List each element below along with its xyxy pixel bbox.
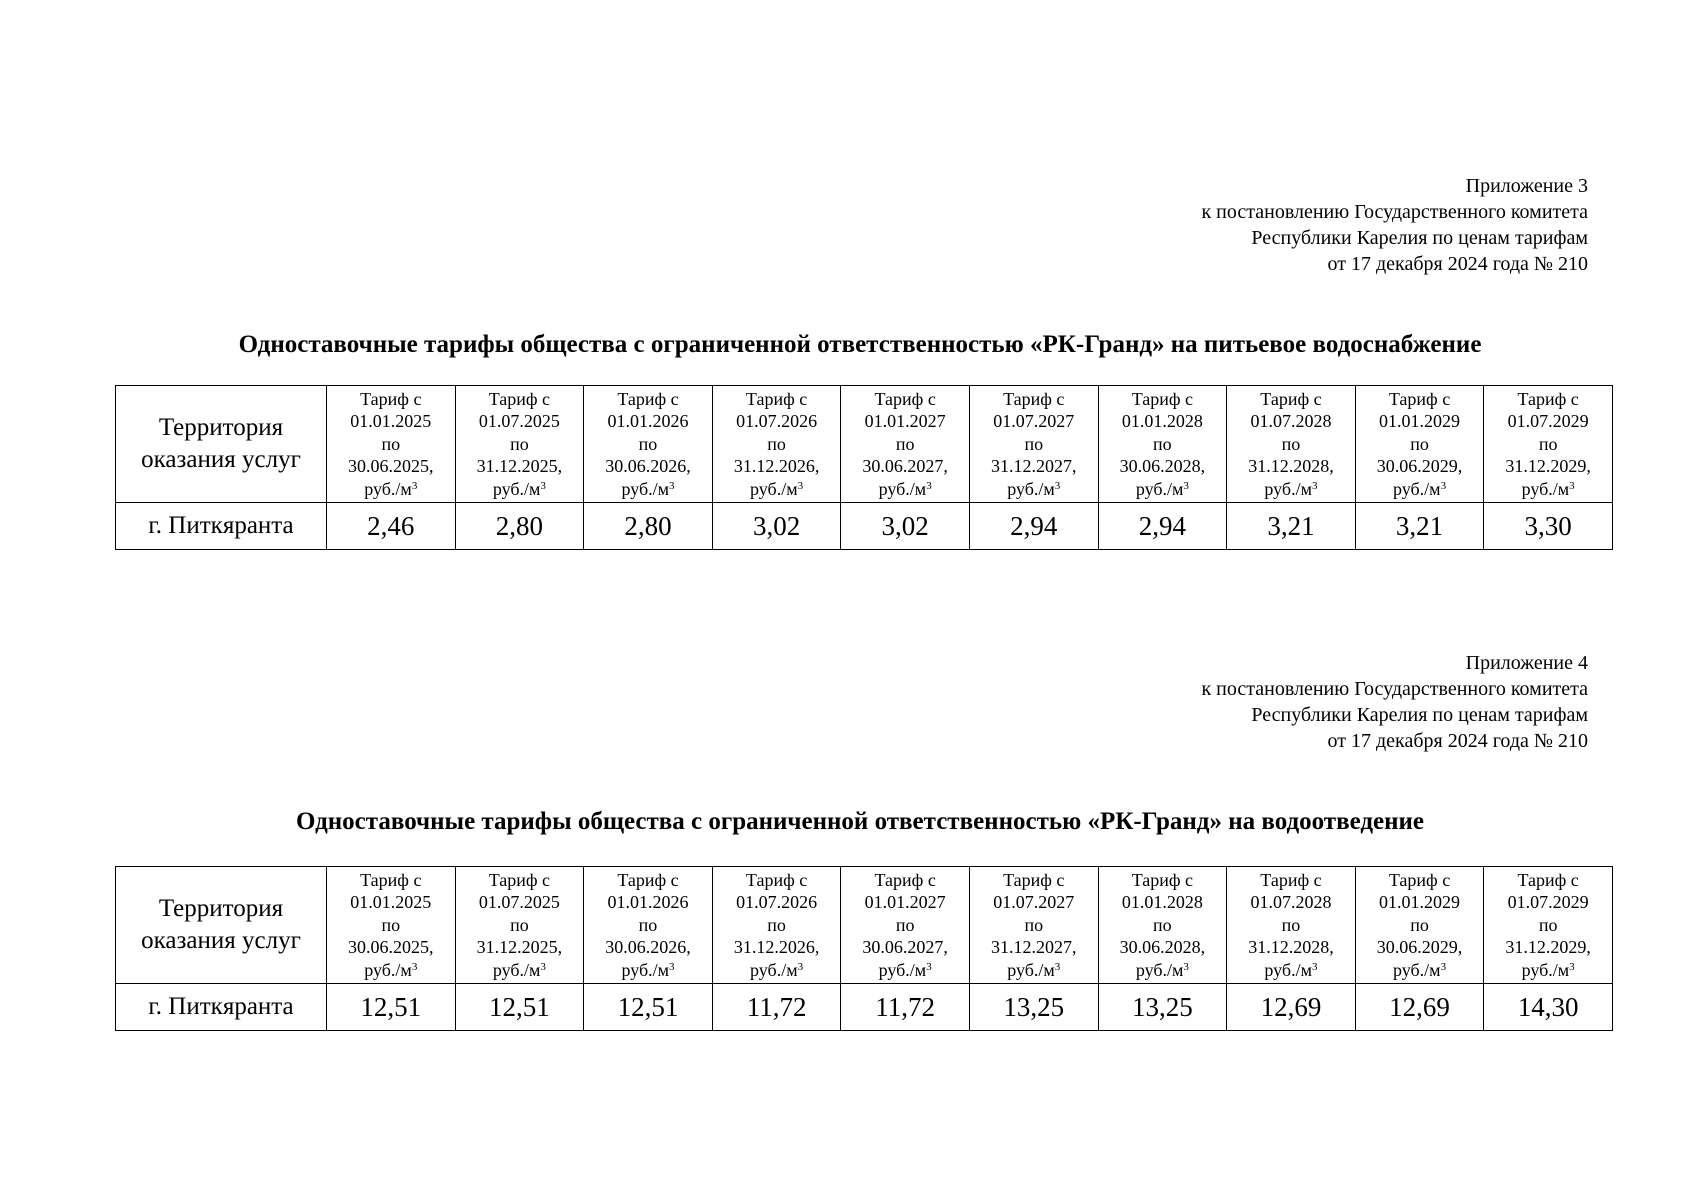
unit-text: руб./м [364, 959, 412, 980]
tariff-value-cell: 11,72 [712, 984, 841, 1031]
tariff-value-cell: 3,02 [841, 503, 970, 550]
sewerage-title: Одноставочные тарифы общества с ограниченной ответственностью «РК-Гранд» на водоотведение [296, 808, 1424, 835]
tariff-value-cell: 2,80 [584, 503, 713, 550]
tariff-value-cell: 2,46 [327, 503, 456, 550]
unit-label [584, 478, 712, 501]
header-text: Территория [158, 895, 284, 922]
water-supply-tariff-table [115, 385, 1613, 550]
unit-text: руб./м [750, 478, 798, 499]
header-text: по [895, 433, 915, 454]
header-text: 01.01.2026 [607, 892, 689, 913]
table-header-row [116, 867, 1613, 984]
unit-text: руб./м [1135, 478, 1184, 499]
unit-label [327, 959, 455, 982]
header-text: по [1024, 914, 1044, 935]
header-text: Тариф с [617, 388, 679, 409]
unit-label [713, 959, 841, 982]
header-text: по [510, 914, 529, 935]
header-text: по [1538, 433, 1558, 454]
tariff-value-cell: 2,94 [969, 503, 1098, 550]
tariff-value-cell: 14,30 [1484, 984, 1613, 1031]
appendix-reference-line: Республики Карелия по ценам тарифам [1251, 704, 1588, 726]
period-column-header [327, 386, 456, 503]
unit-text: руб./м [621, 959, 670, 980]
unit-label [1227, 478, 1355, 501]
unit-superscript: 3 [1183, 479, 1189, 492]
header-text: 01.07.2026 [736, 411, 818, 432]
header-text: по [1024, 433, 1044, 454]
header-text: 01.07.2029 [1507, 892, 1589, 913]
period-column-header [1484, 386, 1613, 503]
unit-text: руб./м [1007, 959, 1055, 980]
header-text: Тариф с [1517, 869, 1579, 890]
header-text: Тариф с [1003, 869, 1065, 890]
header-text: Тариф с [745, 869, 808, 890]
period-column-header [584, 386, 713, 503]
tariff-value-cell: 12,51 [584, 984, 713, 1031]
header-text: Тариф с [1260, 388, 1322, 409]
header-text: 30.06.2026, [605, 456, 691, 477]
header-text: 31.12.2025, [476, 937, 563, 958]
header-text: 01.07.2027 [993, 411, 1075, 432]
header-text: 30.06.2027, [862, 456, 948, 477]
unit-superscript: 3 [926, 960, 932, 973]
unit-superscript: 3 [1440, 960, 1447, 973]
unit-label [841, 959, 969, 982]
period-column-header [841, 386, 970, 503]
unit-superscript: 3 [1054, 960, 1061, 973]
header-text: по [767, 914, 786, 935]
header-text: по [638, 433, 658, 454]
water-supply-title: Одноставочные тарифы общества с ограниченной ответственностью «РК-Гранд» на питьевое водоснабжение [238, 331, 1482, 358]
header-text: 31.12.2029, [1505, 456, 1591, 477]
unit-label [1484, 478, 1612, 501]
header-text: 01.07.2026 [736, 892, 818, 913]
period-column-header [1355, 867, 1484, 984]
header-text: 31.12.2026, [733, 456, 820, 477]
period-column-header [584, 867, 713, 984]
header-text: 01.01.2027 [864, 411, 946, 432]
header-text: Тариф с [1260, 869, 1322, 890]
header-text: Тариф с [360, 388, 422, 409]
header-text: Тариф с [1003, 388, 1065, 409]
header-text: по [895, 914, 915, 935]
tariff-value-cell: 13,25 [969, 984, 1098, 1031]
unit-superscript: 3 [411, 479, 418, 492]
header-text: Тариф с [1388, 388, 1451, 409]
unit-superscript: 3 [797, 479, 804, 492]
header-text: Тариф с [488, 388, 551, 409]
header-text: 01.07.2028 [1250, 411, 1332, 432]
period-column-header [1484, 867, 1613, 984]
tariff-value-cell: 3,21 [1355, 503, 1484, 550]
tariff-value-cell: 3,21 [1227, 503, 1356, 550]
unit-text: руб./м [492, 959, 541, 980]
period-column-header [1355, 386, 1484, 503]
header-text: 30.06.2028, [1119, 456, 1206, 477]
header-text: 01.01.2025 [350, 892, 432, 913]
header-text: 01.07.2029 [1507, 411, 1589, 432]
unit-label [1227, 959, 1355, 982]
appendix-number: Приложение 4 [1465, 652, 1588, 674]
header-text: 30.06.2029, [1376, 456, 1463, 477]
header-text: Тариф с [1131, 388, 1194, 409]
unit-text: руб./м [1264, 478, 1312, 499]
header-text: по [510, 433, 529, 454]
tariff-value-cell: 12,69 [1227, 984, 1356, 1031]
unit-label [1099, 478, 1227, 501]
tariff-value-cell: 2,94 [1098, 503, 1227, 550]
tariff-value-cell: 12,51 [327, 984, 456, 1031]
header-text: 31.12.2028, [1248, 937, 1334, 958]
header-text: 01.01.2028 [1121, 892, 1203, 913]
period-column-header [969, 386, 1098, 503]
tariff-value-cell: 13,25 [1098, 984, 1227, 1031]
header-text: Тариф с [1131, 869, 1194, 890]
unit-text: руб./м [878, 959, 927, 980]
unit-label [1099, 959, 1227, 982]
unit-label [970, 478, 1098, 501]
period-column-header [327, 867, 456, 984]
header-text: 30.06.2029, [1376, 937, 1463, 958]
unit-superscript: 3 [1569, 960, 1575, 973]
header-text: 31.12.2027, [991, 456, 1077, 477]
header-text: Тариф с [488, 869, 551, 890]
unit-label [584, 959, 712, 982]
appendix-reference-line: к постановлению Государственного комитета [1201, 678, 1588, 700]
period-column-header [969, 867, 1098, 984]
header-text: 01.07.2025 [478, 411, 560, 432]
period-column-header [1098, 867, 1227, 984]
unit-superscript: 3 [1054, 479, 1061, 492]
header-text: 31.12.2027, [991, 937, 1077, 958]
unit-superscript: 3 [669, 960, 675, 973]
unit-label [1356, 959, 1484, 982]
header-text: оказания услуг [141, 927, 301, 954]
header-text: 01.01.2026 [607, 411, 689, 432]
header-text: по [1281, 433, 1301, 454]
appendix-reference-line: к постановлению Государственного комитета [1201, 201, 1588, 223]
header-text: по [381, 433, 401, 454]
unit-text: руб./м [1393, 478, 1441, 499]
header-text: Тариф с [874, 388, 936, 409]
period-column-header [712, 867, 841, 984]
header-text: 01.07.2025 [478, 892, 560, 913]
header-text: Тариф с [874, 869, 936, 890]
header-text: 31.12.2026, [733, 937, 820, 958]
territory-column-header [116, 386, 327, 503]
header-text: Тариф с [1517, 388, 1579, 409]
header-text: по [1153, 433, 1172, 454]
header-text: Тариф с [745, 388, 808, 409]
table-header-row [116, 386, 1613, 503]
period-column-header [455, 386, 584, 503]
unit-text: руб./м [621, 478, 670, 499]
header-text: 31.12.2025, [476, 456, 563, 477]
sewerage-tariff-table [115, 866, 1613, 1031]
unit-label [970, 959, 1098, 982]
unit-text: руб./м [492, 478, 541, 499]
table-row [116, 503, 1613, 550]
territory-cell: г. Питкяранта [116, 503, 327, 550]
header-text: оказания услуг [141, 446, 301, 473]
unit-label [1356, 478, 1484, 501]
header-text: 01.01.2025 [350, 411, 432, 432]
unit-label [841, 478, 969, 501]
header-text: 30.06.2026, [605, 937, 691, 958]
unit-label [456, 478, 584, 501]
header-text: 30.06.2028, [1119, 937, 1206, 958]
header-text: по [1281, 914, 1301, 935]
unit-superscript: 3 [1183, 960, 1189, 973]
period-column-header [841, 867, 970, 984]
appendix-reference-line: Республики Карелия по ценам тарифам [1251, 227, 1588, 249]
header-text: 01.01.2029 [1379, 411, 1461, 432]
header-text: 30.06.2025, [348, 456, 434, 477]
unit-text: руб./м [878, 478, 927, 499]
unit-text: руб./м [750, 959, 798, 980]
header-text: Территория [158, 414, 284, 441]
header-text: по [767, 433, 786, 454]
appendix-header-3 [1201, 173, 1588, 277]
territory-cell: г. Питкяранта [116, 984, 327, 1031]
header-text: 01.01.2028 [1121, 411, 1203, 432]
unit-label [713, 478, 841, 501]
header-text: 30.06.2027, [862, 937, 948, 958]
unit-label [456, 959, 584, 982]
appendix-date-line: от 17 декабря 2024 года № 210 [1327, 253, 1588, 275]
unit-superscript: 3 [1440, 479, 1447, 492]
unit-text: руб./м [1135, 959, 1184, 980]
unit-superscript: 3 [669, 479, 675, 492]
unit-label [1484, 959, 1612, 982]
header-text: по [638, 914, 658, 935]
header-text: Тариф с [617, 869, 679, 890]
appendix-header-4 [1201, 650, 1588, 754]
header-text: 31.12.2029, [1505, 937, 1591, 958]
unit-text: руб./м [1007, 478, 1055, 499]
header-text: Тариф с [360, 869, 422, 890]
unit-superscript: 3 [797, 960, 804, 973]
header-text: 30.06.2025, [348, 937, 434, 958]
tariff-value-cell: 3,02 [712, 503, 841, 550]
header-text: 01.07.2028 [1250, 892, 1332, 913]
header-text: по [1410, 914, 1429, 935]
table-row [116, 984, 1613, 1031]
period-column-header [712, 386, 841, 503]
unit-label [327, 478, 455, 501]
header-text: 31.12.2028, [1248, 456, 1334, 477]
period-column-header [1227, 386, 1356, 503]
unit-superscript: 3 [411, 960, 418, 973]
tariff-value-cell: 11,72 [841, 984, 970, 1031]
header-text: по [381, 914, 401, 935]
header-text: Тариф с [1388, 869, 1451, 890]
unit-superscript: 3 [540, 479, 546, 492]
unit-superscript: 3 [1311, 479, 1318, 492]
unit-text: руб./м [1521, 959, 1570, 980]
tariff-value-cell: 12,69 [1355, 984, 1484, 1031]
unit-text: руб./м [364, 478, 412, 499]
tariff-value-cell: 3,30 [1484, 503, 1613, 550]
unit-text: руб./м [1521, 478, 1570, 499]
unit-superscript: 3 [1311, 960, 1318, 973]
tariff-value-cell: 2,80 [455, 503, 584, 550]
header-text: по [1538, 914, 1558, 935]
unit-superscript: 3 [1569, 479, 1575, 492]
header-text: 01.01.2029 [1379, 892, 1461, 913]
header-text: по [1410, 433, 1429, 454]
appendix-date-line: от 17 декабря 2024 года № 210 [1327, 730, 1588, 752]
period-column-header [1098, 386, 1227, 503]
period-column-header [455, 867, 584, 984]
unit-superscript: 3 [540, 960, 546, 973]
period-column-header [1227, 867, 1356, 984]
tariff-value-cell: 12,51 [455, 984, 584, 1031]
header-text: 01.07.2027 [993, 892, 1075, 913]
header-text: по [1153, 914, 1172, 935]
unit-text: руб./м [1393, 959, 1441, 980]
unit-superscript: 3 [926, 479, 932, 492]
unit-text: руб./м [1264, 959, 1312, 980]
header-text: 01.01.2027 [864, 892, 946, 913]
appendix-number: Приложение 3 [1465, 175, 1588, 197]
territory-column-header [116, 867, 327, 984]
